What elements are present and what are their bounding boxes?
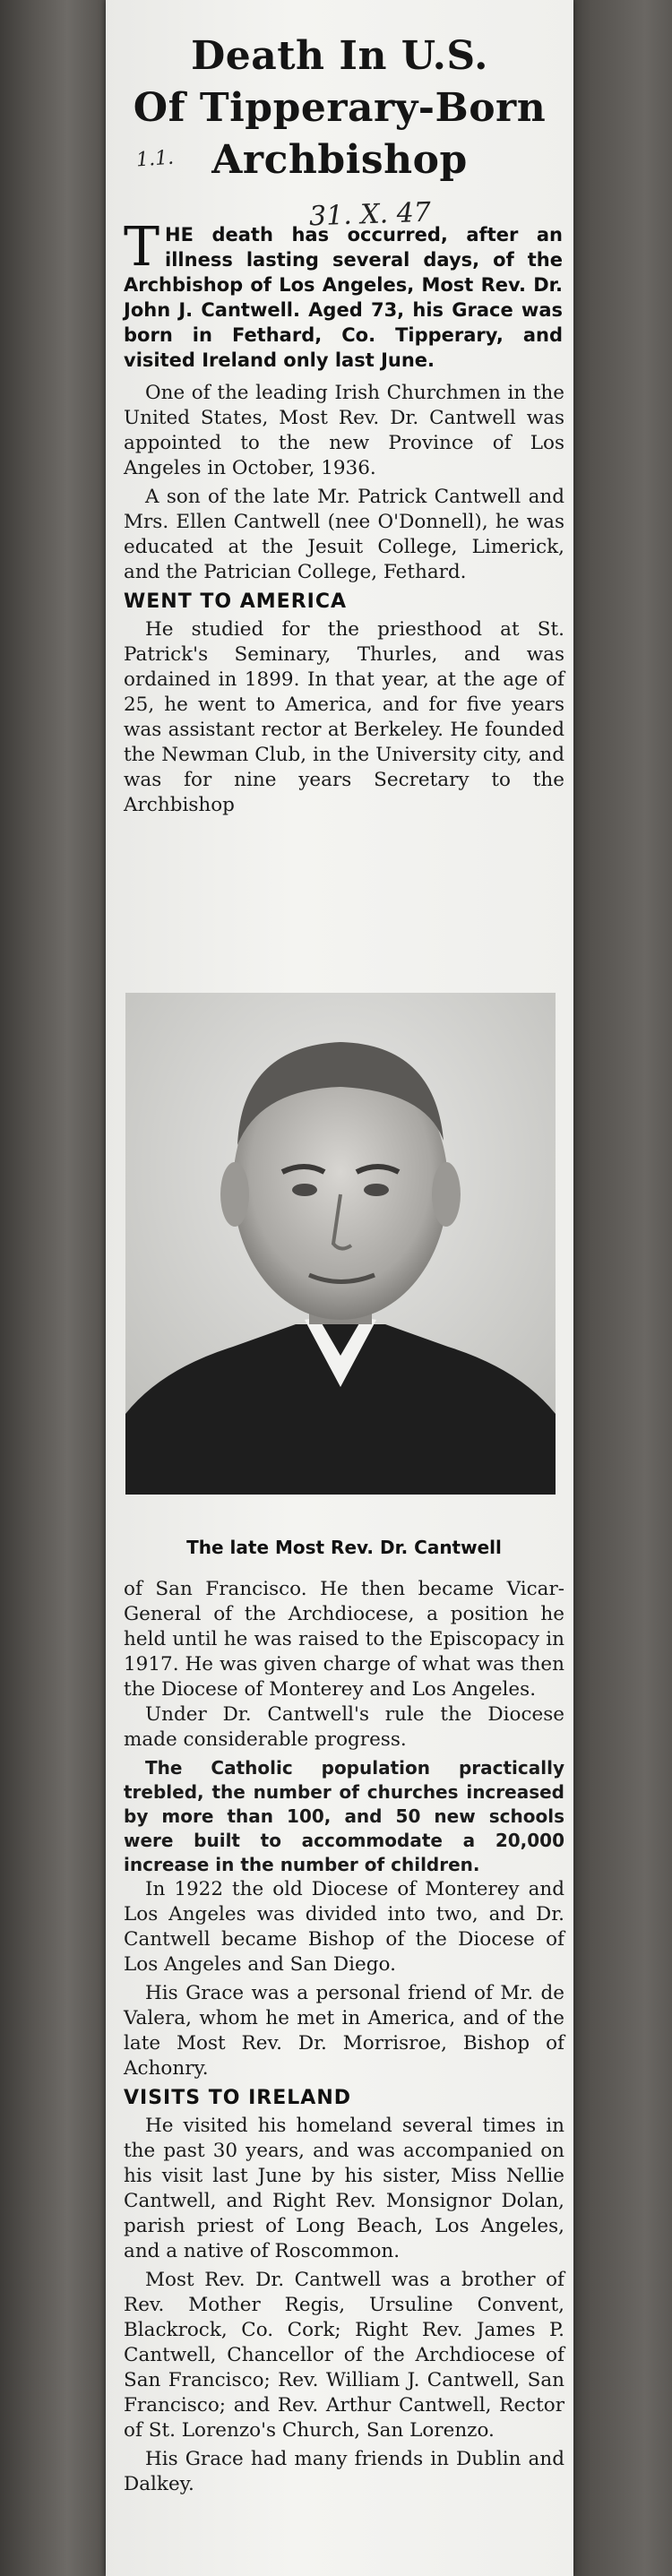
headline	[106, 30, 573, 186]
drop-cap: T	[124, 216, 160, 279]
lead-text: HE death has occurred, after an illness lasting several days, of the Archbishop of Los Angeles, Most Rev. Dr. John J. Cantwell. Aged 73, his Grace was born in Fethard, Co. Tipperary, and visited Ireland only last June.	[124, 224, 563, 371]
headline-line-3: Archbishop	[211, 137, 468, 183]
section-heading: WENT TO AMERICA	[124, 590, 347, 613]
paragraph: In 1922 the old Diocese of Monterey and Los Angeles was divided into two, and Dr. Cantwell became Bishop of the Diocese of Los Angeles and San Diego.	[124, 1878, 564, 1976]
headline-line-1: Death In U.S.	[191, 33, 488, 79]
handwritten-note: 1.1.	[135, 146, 175, 172]
portrait-photo	[125, 993, 556, 1495]
paragraph: He visited his homeland several times in the past 30 years, and was accompanied on his visit last June by his sister, Miss Nellie Cantwell, and Right Rev. Monsignor Dolan, parish priest of Long Beach, Los Angeles, and a native of Roscommon.	[124, 2115, 564, 2262]
paragraph-bold: The Catholic population practically trebled, the number of churches increased by more than 100, and 50 new schools were built to accommodate a 20,000 increase in the number of children.	[124, 1757, 564, 1875]
paragraph: A son of the late Mr. Patrick Cantwell and Mrs. Ellen Cantwell (nee O'Donnell), he was educated at the Jesuit College, Limerick, and the Patrician College, Fethard.	[124, 486, 564, 583]
section-heading: VISITS TO IRELAND	[124, 2087, 351, 2109]
paragraph: His Grace had many friends in Dublin and Dalkey.	[124, 2448, 564, 2495]
article-bottom-column	[124, 1577, 564, 2501]
article-top-column	[124, 381, 564, 822]
paragraph: Most Rev. Dr. Cantwell was a brother of Rev. Mother Regis, Ursuline Convent, Blackrock, Co. Cork; Right Rev. James P. Cantwell, Chancellor of the Archdiocese of San Francisco; Rev. William J. Cantwell, San Francisco; and Rev. Arthur Cantwell, Rector of St. Lorenzo's Church, San Lorenzo.	[124, 2269, 564, 2442]
paragraph: His Grace was a personal friend of Mr. de Valera, whom he met in America, and of the late Most Rev. Dr. Morrisroe, Bishop of Achonry.	[124, 1982, 564, 2080]
headline-line-2: Of Tipperary-Born	[133, 85, 547, 131]
paragraph: He studied for the priesthood at St. Patrick's Seminary, Thurles, and was ordained in 1899. In that year, at the age of 25, he went to America, and for five years was assistant rector at Berkeley. He founded the Newman Club, in the University city, and was for nine years Secretary to the Archbishop	[124, 618, 564, 816]
paragraph: One of the leading Irish Churchmen in the United States, Most Rev. Dr. Cantwell was appointed to the new Province of Los Angeles in October, 1936.	[124, 382, 564, 479]
handwritten-date: 31. X. 47	[308, 196, 432, 233]
lead-paragraph	[124, 216, 563, 373]
paragraph: of San Francisco. He then became Vicar-General of the Archdiocese, a position he held until he was raised to the Episcopacy in 1917. He was given charge of what was then the Diocese of Monterey and Los Angeles.	[124, 1578, 564, 1701]
paragraph: Under Dr. Cantwell's rule the Diocese made considerable progress.	[124, 1703, 564, 1751]
portrait-image	[125, 993, 556, 1495]
photo-caption: The late Most Rev. Dr. Cantwell	[186, 1537, 502, 1558]
